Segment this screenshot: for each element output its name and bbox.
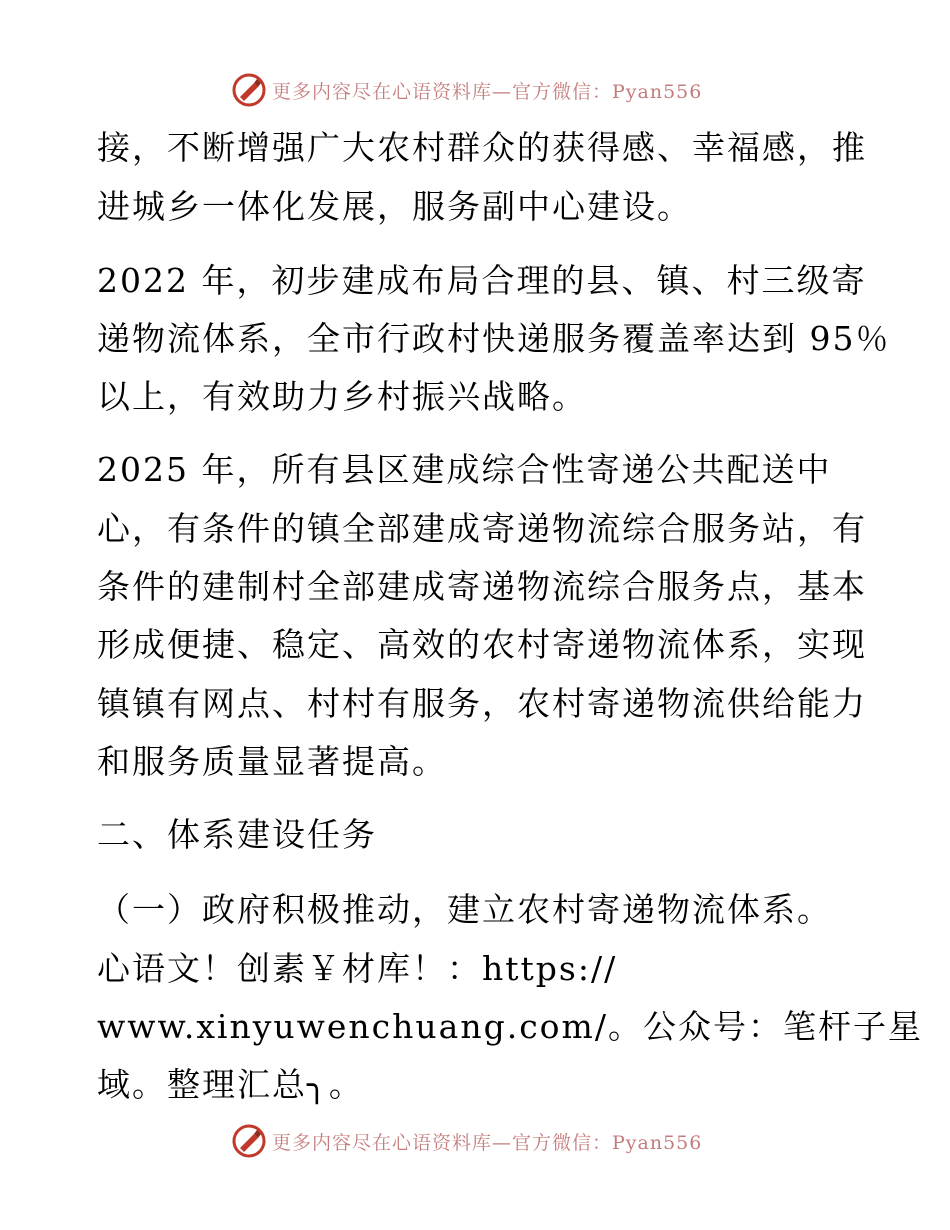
body-line: 接，不断增强广大农村群众的获得感、幸福感，推 bbox=[97, 128, 867, 167]
footer-banner-text: 更多内容尽在心语资料库—官方微信：Pyan556 bbox=[272, 1131, 703, 1154]
body-line: 递物流体系，全市行政村快递服务覆盖率达到 95％ bbox=[97, 319, 891, 358]
body-line: 进城乡一体化发展，服务副中心建设。 bbox=[97, 187, 692, 226]
body-line: www.xinyuwenchuang.com/。公众号：笔杆子星 bbox=[97, 1007, 923, 1046]
body-line: 和服务质量显著提高。 bbox=[97, 742, 447, 781]
body-line: 2025 年，所有县区建成综合性寄递公共配送中 bbox=[97, 450, 832, 489]
body-line: 2022 年，初步建成布局合理的县、镇、村三级寄 bbox=[97, 261, 867, 300]
body-line: 以上，有效助力乡村振兴战略。 bbox=[97, 377, 587, 416]
body-line: 镇镇有网点、村村有服务，农村寄递物流供给能力 bbox=[97, 684, 867, 723]
body-line: 域。整理汇总╮。 bbox=[97, 1065, 364, 1104]
body-line: 心，有条件的镇全部建成寄递物流综合服务站，有 bbox=[97, 509, 867, 548]
body-line: （一）政府积极推动，建立农村寄递物流体系。 bbox=[97, 890, 832, 929]
footer-banner bbox=[232, 1121, 702, 1161]
body-line: 形成便捷、稳定、高效的农村寄递物流体系，实现 bbox=[97, 625, 867, 664]
body-line: 条件的建制村全部建成寄递物流综合服务点，基本 bbox=[97, 567, 867, 606]
brand-logo-icon bbox=[232, 73, 266, 107]
header-banner bbox=[232, 70, 702, 110]
section-heading: 二、体系建设任务 bbox=[97, 815, 377, 854]
body-line: 心语文！创素￥材库！：https:// bbox=[97, 949, 618, 988]
header-banner-text: 更多内容尽在心语资料库—官方微信：Pyan556 bbox=[272, 80, 703, 103]
brand-logo-icon bbox=[232, 1124, 266, 1158]
